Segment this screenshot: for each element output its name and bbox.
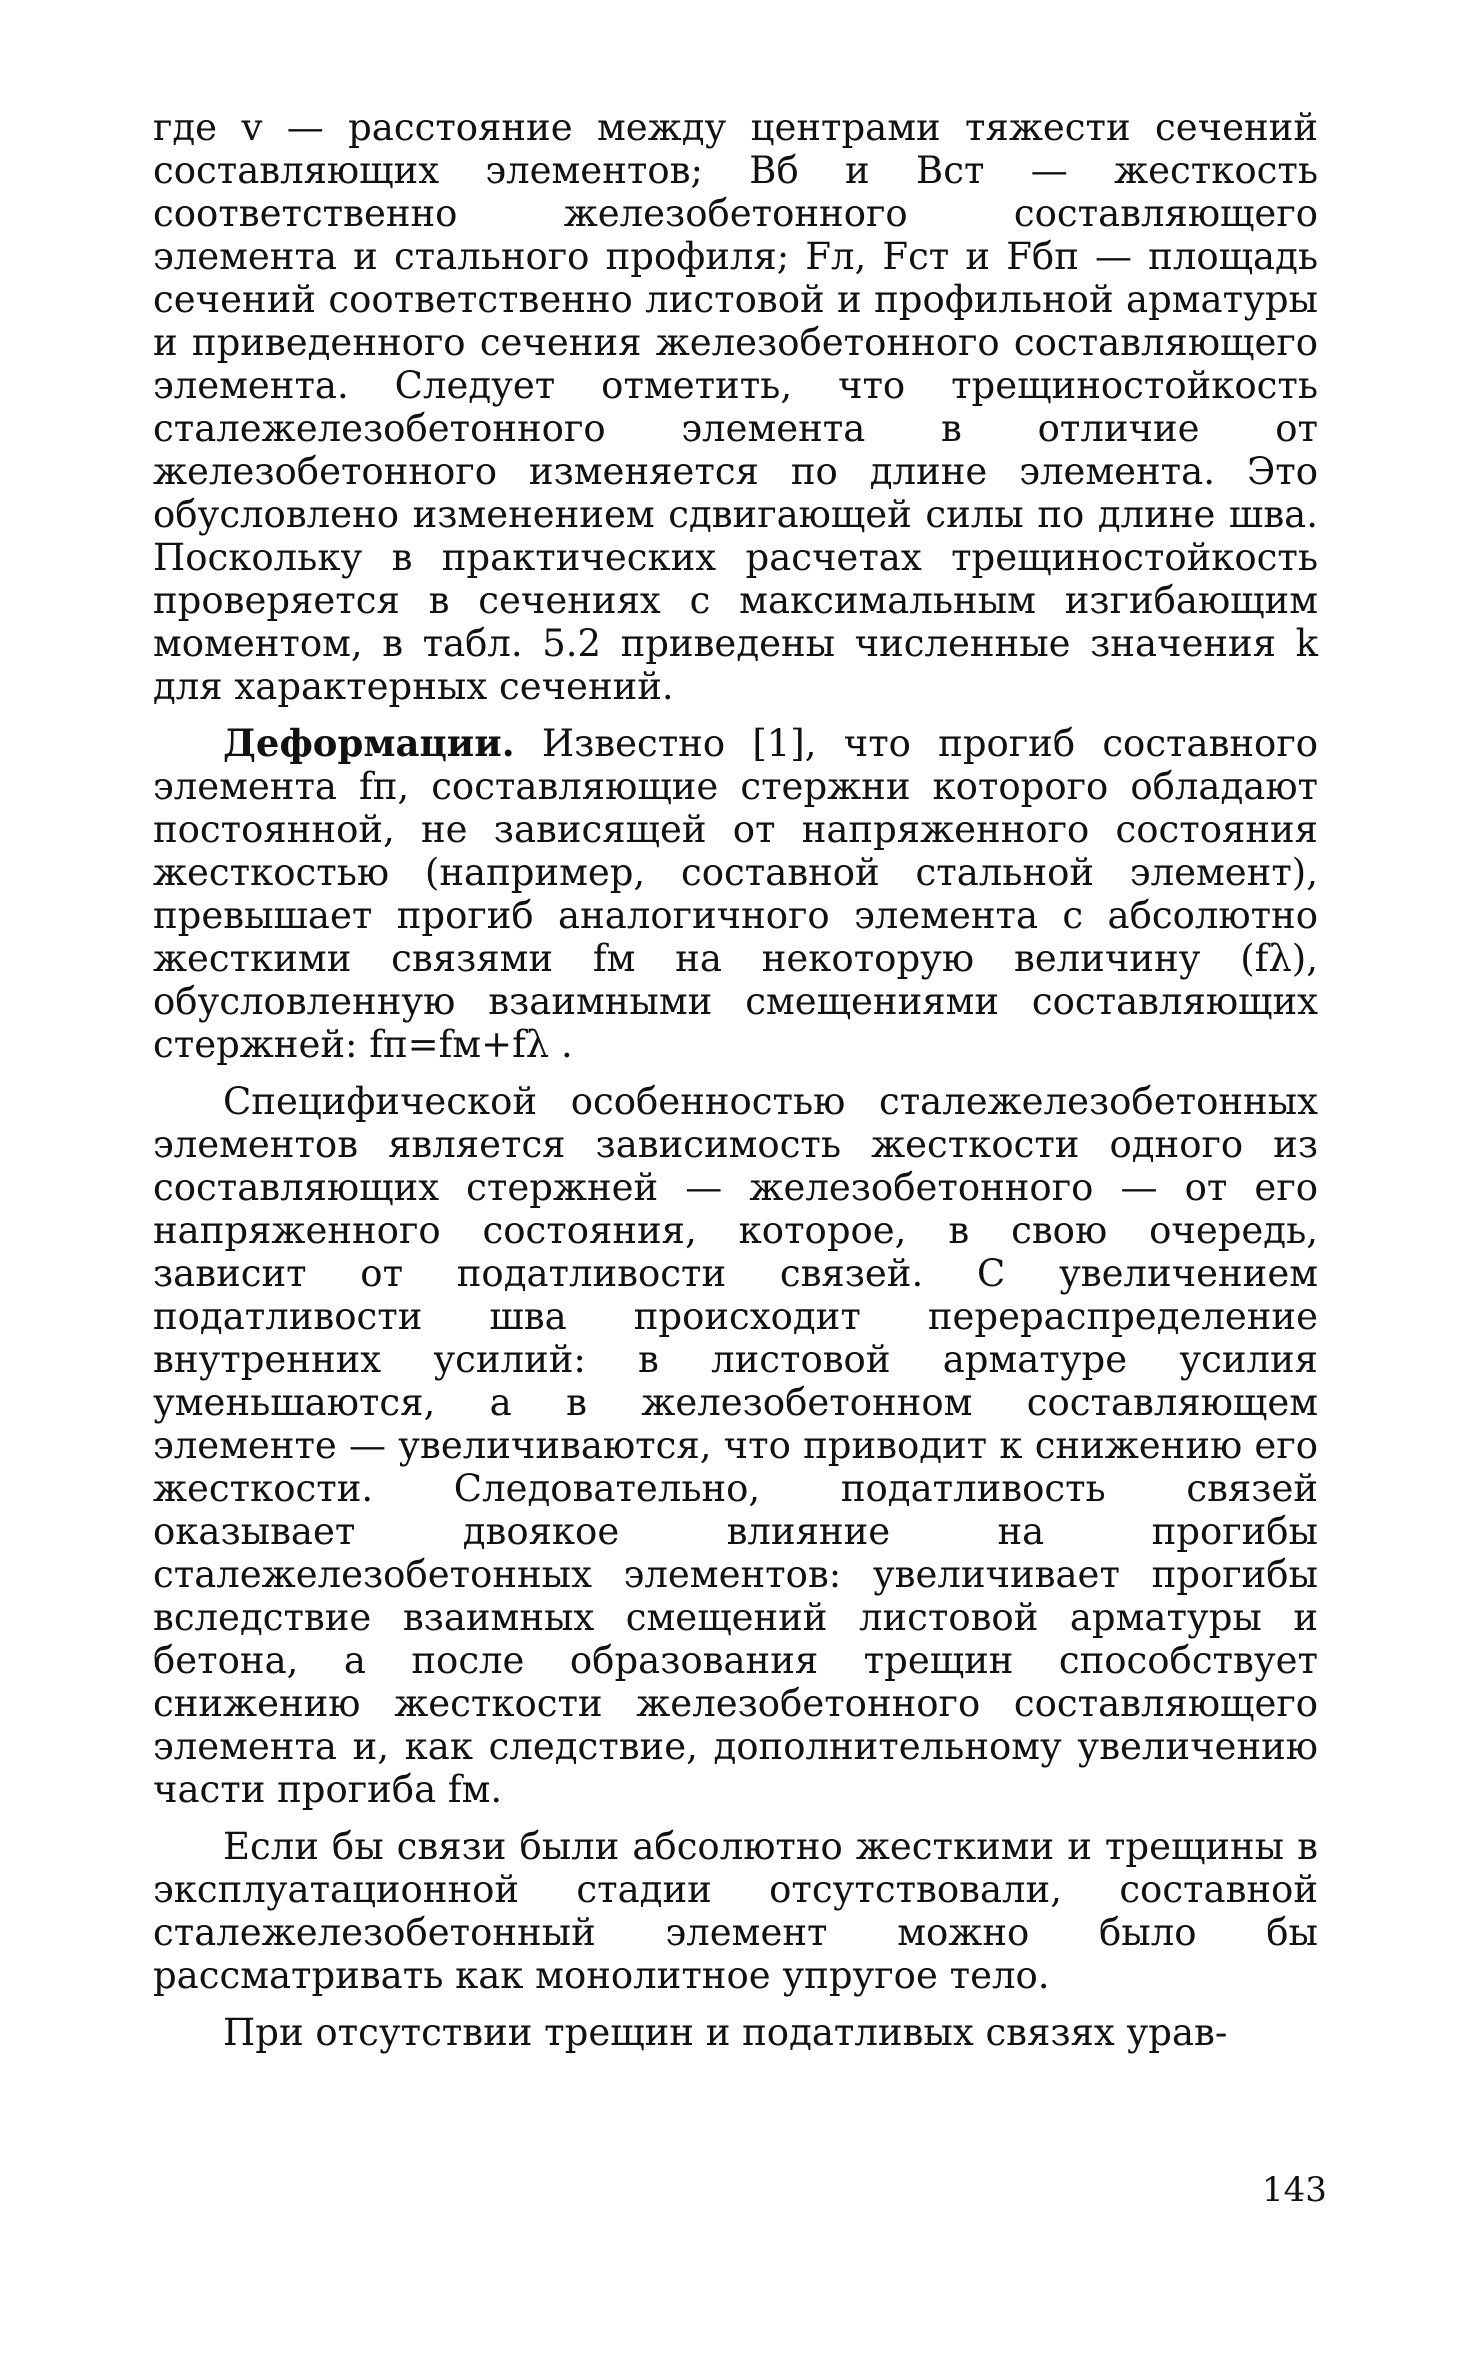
- paragraph-final-line: [153, 2011, 1318, 2054]
- paragraph-text: Специфической особенностью сталежелезобетонных элементов является зависимость жесткости одного из составляющих стержней — железобетонного — от его напряженного состояния, которое, в свою очередь, зависит от податливости связей. С увеличением податливости шва происходит перераспределение внутренних усилий: в листовой арматуре усилия уменьшаются, а в железобетонном составляющем элементе — увеличиваются, что приводит к снижению его жесткости. Следовательно, податливость связей оказывает двоякое влияние на прогибы сталежелезобетонных элементов: увеличивает прогибы вследствие взаимных смещений листовой арматуры и бетона, а после образования трещин способствует снижению жесткости железобетонного составляющего элемента и, как следствие, дополнительному увеличению части прогиба fм.: [153, 1080, 1318, 1811]
- paragraph-text: При отсутствии трещин и податливых связях урав-: [223, 2011, 1228, 2054]
- paragraph-continuation: [153, 106, 1318, 708]
- page-number: 143: [1262, 2170, 1327, 2210]
- paragraph-rigid-connections: [153, 1825, 1318, 1997]
- paragraph-text: Если бы связи были абсолютно жесткими и трещины в эксплуатационной стадии отсутствовали, составной сталежелезобетонный элемент можно было бы рассматривать как монолитное упругое тело.: [153, 1825, 1318, 1997]
- paragraph-specific-feature: [153, 1080, 1318, 1811]
- section-heading: Деформации.: [223, 721, 515, 765]
- body-text: [153, 106, 1318, 2054]
- paragraph-deformations: [153, 722, 1318, 1066]
- paragraph-text: Известно [1], что прогиб составного элемента fп, составляющие стержни которого обладают постоянной, не зависящей от напряженного состояния жесткостью (например, составной стальной элемент), превышает прогиб аналогичного элемента с абсолютно жесткими связями fм на некоторую величину (fλ), обусловленную взаимными смещениями составляющих стержней: fп=fм+fλ .: [153, 722, 1318, 1066]
- paragraph-text: где v — расстояние между центрами тяжести сечений составляющих элементов; Bб и Bст — жесткость соответственно железобетонного составляющего элемента и стального профиля; Fл, Fст и Fбп — площадь сечений соответственно листовой и профильной арматуры и приведенного сечения железобетонного составляющего элемента. Следует отметить, что трещиностойкость сталежелезобетонного элемента в отличие от железобетонного изменяется по длине элемента. Это обусловлено изменением сдвигающей силы по длине шва. Поскольку в практических расчетах трещиностойкость проверяется в сечениях с максимальным изгибающим моментом, в табл. 5.2 приведены численные значения k для характерных сечений.: [153, 106, 1318, 708]
